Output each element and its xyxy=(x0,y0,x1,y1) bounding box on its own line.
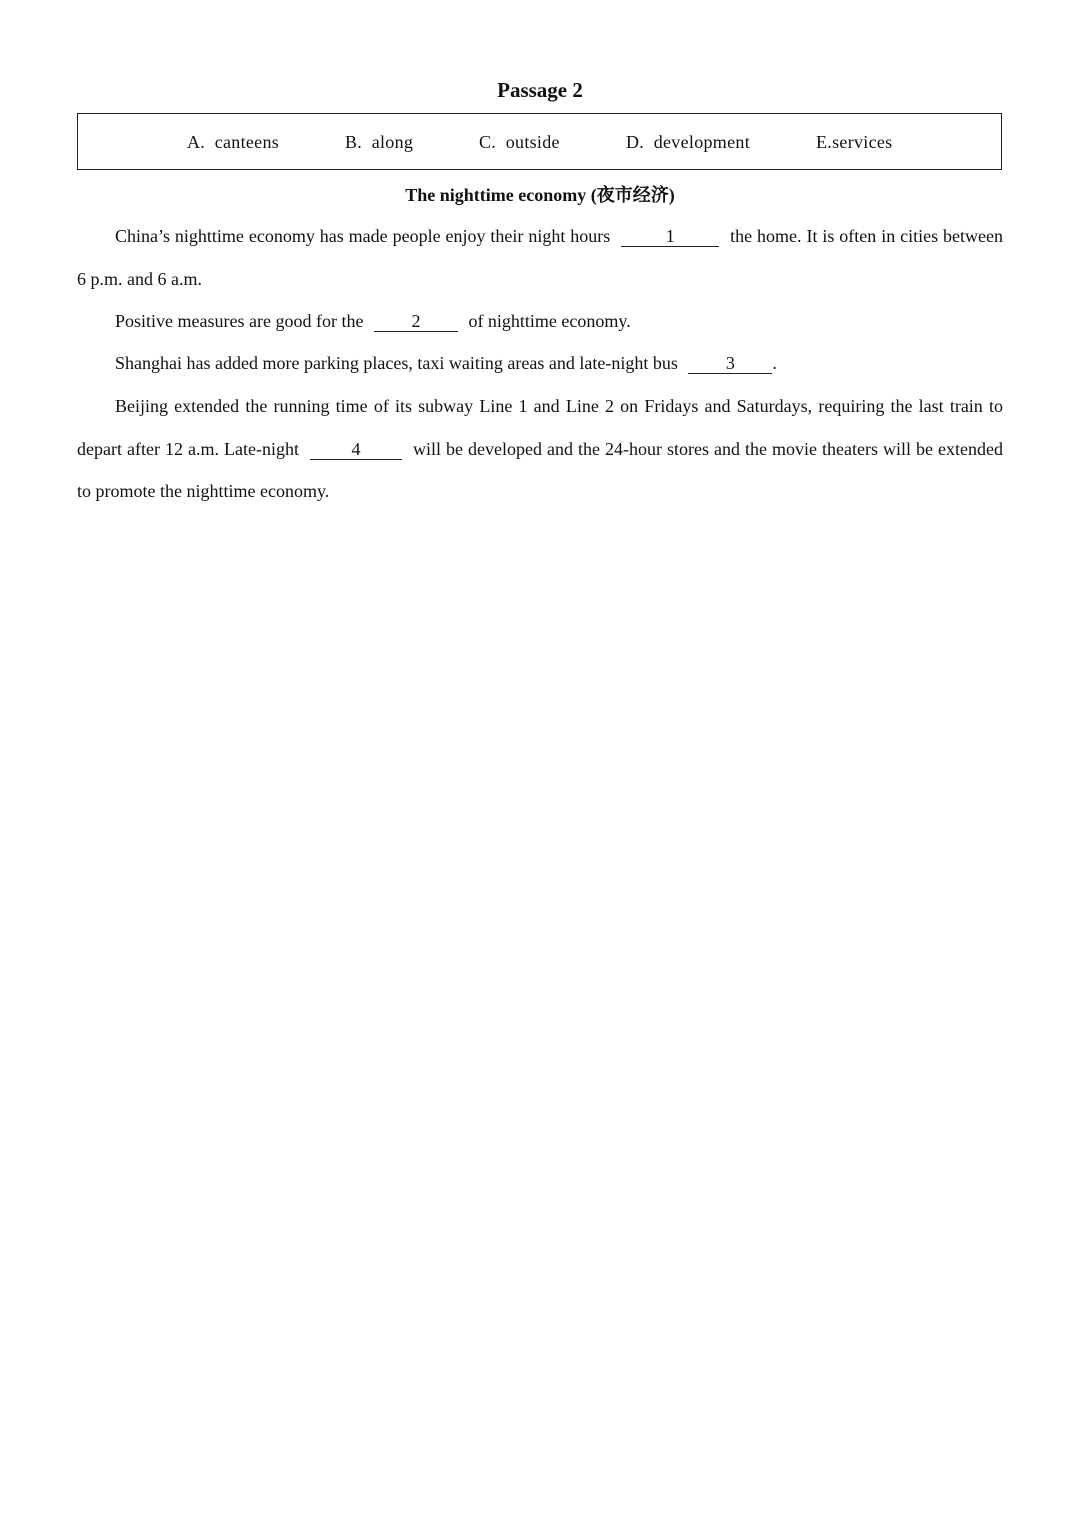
paragraph-text: . xyxy=(772,353,777,373)
paragraph-4 xyxy=(77,385,1003,513)
word-option-text: canteens xyxy=(214,132,280,152)
word-option-letter: E. xyxy=(816,132,833,152)
word-option-c xyxy=(479,132,560,153)
paragraph-text: of nighttime economy. xyxy=(468,311,631,331)
answer-blank-3[interactable]: 3 xyxy=(688,353,772,374)
word-option-text: outside xyxy=(505,132,560,152)
paragraph-text: China’s nighttime economy has made people enjoy their night hours xyxy=(115,226,611,246)
word-option-letter: C. xyxy=(479,132,497,152)
paragraph-text: the home. It is often in cities between 6 p.m. and 6 a.m. xyxy=(77,226,1004,289)
word-option-text: along xyxy=(371,132,414,152)
paragraph-text: will be developed and the 24-hour stores and the movie theaters will be extended to promote the nighttime economy. xyxy=(77,438,1004,501)
passage-title: The nighttime economy (夜市经济) xyxy=(405,185,675,205)
word-option-b xyxy=(345,132,413,153)
paragraph-3 xyxy=(77,342,1003,385)
passage-label: Passage 2 xyxy=(497,78,583,102)
answer-blank-2[interactable]: 2 xyxy=(374,311,458,332)
word-option-e xyxy=(816,132,892,153)
paragraph-1 xyxy=(77,215,1003,300)
paragraph-text: Shanghai has added more parking places, taxi waiting areas and late-night bus xyxy=(115,353,678,373)
word-option-d xyxy=(626,132,750,153)
word-bank-box xyxy=(77,113,1002,170)
answer-blank-4[interactable]: 4 xyxy=(310,439,402,460)
paragraph-text: Positive measures are good for the xyxy=(115,311,364,331)
word-option-text: development xyxy=(653,132,750,152)
word-option-letter: A. xyxy=(187,132,206,152)
word-option-letter: B. xyxy=(345,132,363,152)
word-option-a xyxy=(187,132,279,153)
paragraph-2 xyxy=(77,300,1003,343)
word-option-text: services xyxy=(832,132,893,152)
answer-blank-1[interactable]: 1 xyxy=(621,226,719,247)
paragraph-text: Beijing extended the running time of its subway Line 1 and Line 2 on Fridays and Saturdays, requiring the last train to depart after 12 a.m. Late-night xyxy=(77,396,1003,459)
word-option-letter: D. xyxy=(626,132,645,152)
